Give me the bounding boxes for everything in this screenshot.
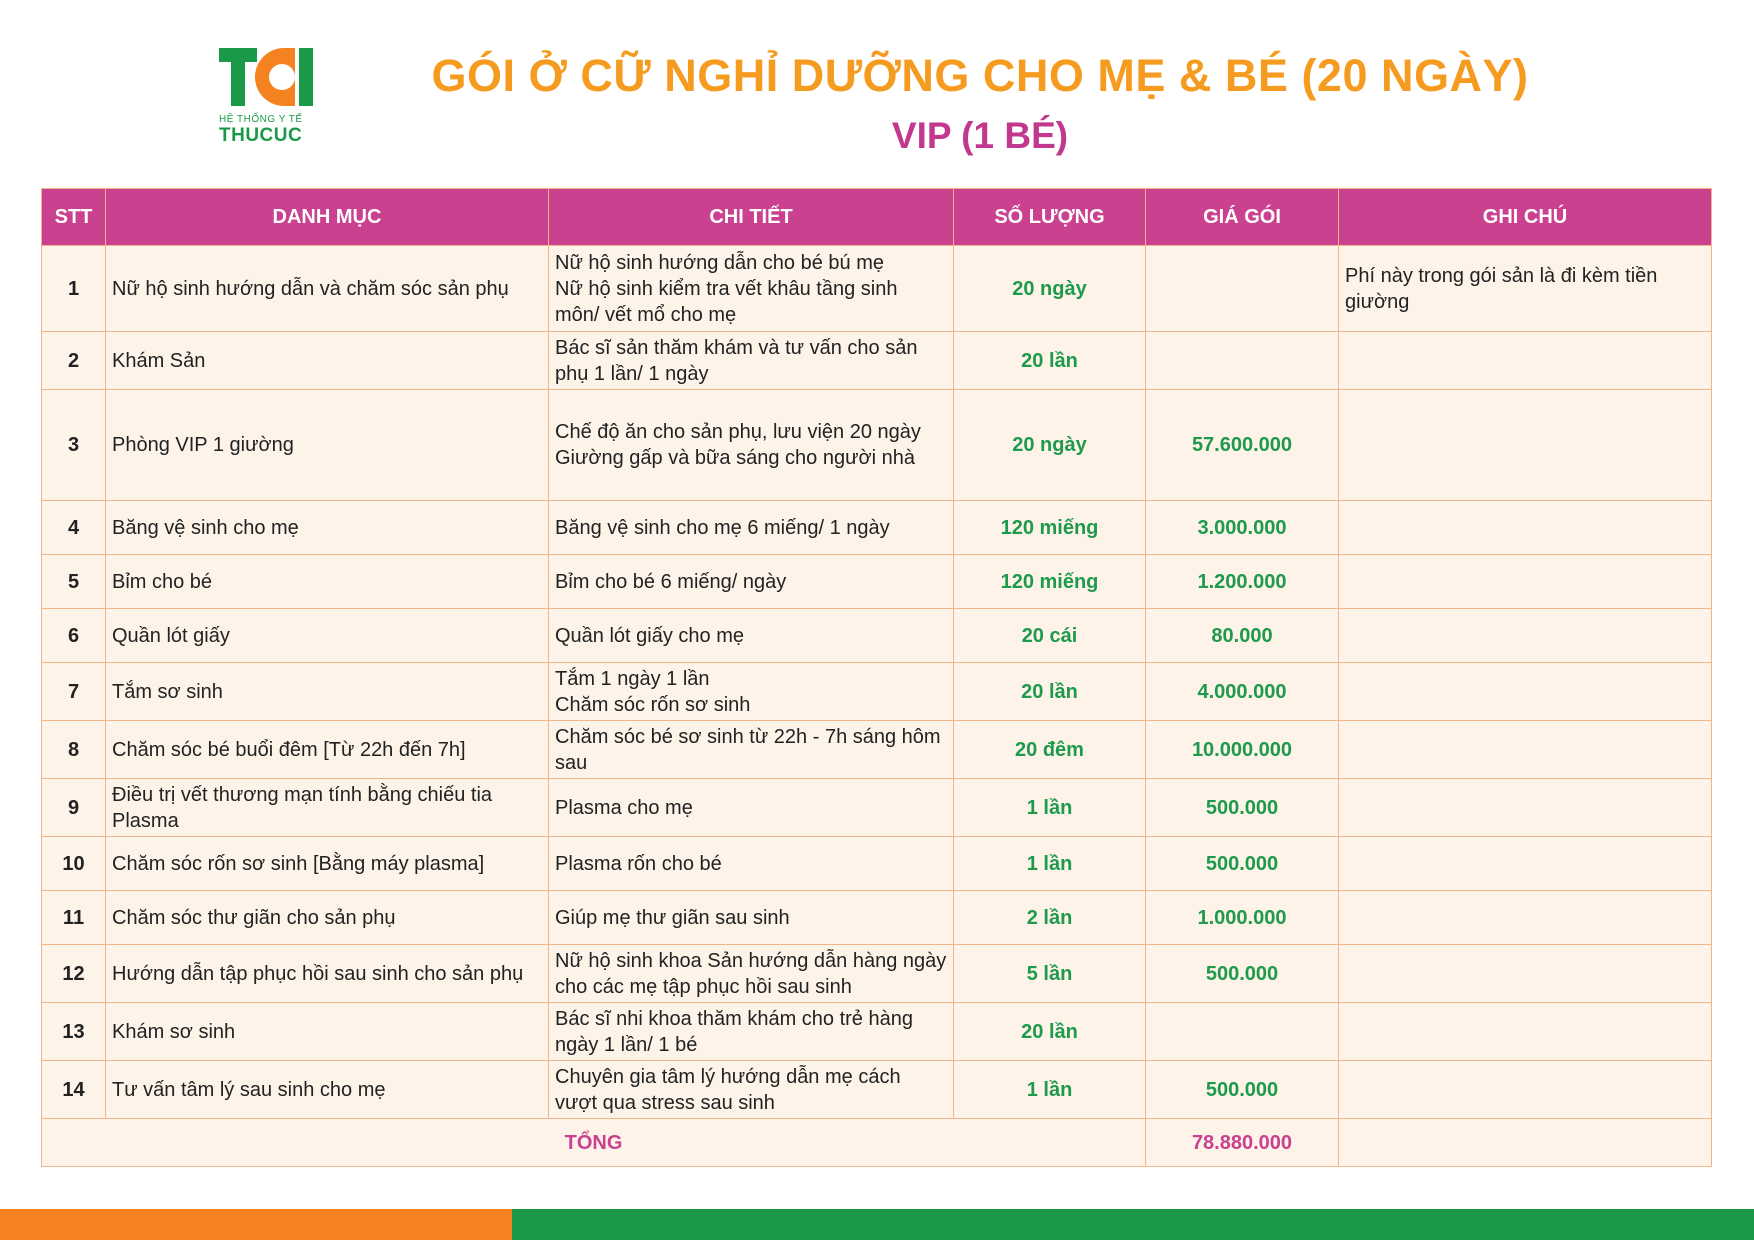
row-stt: 2 <box>42 332 106 390</box>
row-price: 57.600.000 <box>1146 390 1339 501</box>
table-row <box>42 332 1712 390</box>
row-detail-line: Nữ hộ sinh hướng dẫn cho bé bú mẹ <box>555 251 884 274</box>
table-row <box>42 246 1712 332</box>
row-stt: 11 <box>42 891 106 945</box>
row-stt: 5 <box>42 555 106 609</box>
row-price: 1.200.000 <box>1146 555 1339 609</box>
row-detail-line: Quần lót giấy cho mẹ <box>555 624 744 647</box>
logo-name: THUCUC <box>219 125 303 146</box>
row-note <box>1339 945 1712 1003</box>
row-price: 500.000 <box>1146 945 1339 1003</box>
row-note <box>1339 1061 1712 1119</box>
row-category: Phòng VIP 1 giường <box>106 390 549 501</box>
row-detail-line: Nữ hộ sinh kiểm tra vết khâu tầng sinh môn/ vết mổ cho mẹ <box>555 277 898 326</box>
row-quantity: 20 lần <box>954 663 1146 721</box>
row-quantity: 20 lần <box>954 1003 1146 1061</box>
column-header-category: DANH MỤC <box>106 189 549 246</box>
row-stt: 14 <box>42 1061 106 1119</box>
row-category: Khám Sản <box>106 332 549 390</box>
row-detail-line: Chế độ ăn cho sản phụ, lưu viện 20 ngày <box>555 421 921 443</box>
row-note <box>1339 837 1712 891</box>
row-detail <box>549 779 954 837</box>
row-quantity: 120 miếng <box>954 501 1146 555</box>
footer-bar-orange <box>0 1209 512 1240</box>
table-row <box>42 1061 1712 1119</box>
row-stt: 10 <box>42 837 106 891</box>
row-detail <box>549 891 954 945</box>
table-header-row <box>42 189 1712 246</box>
row-category: Chăm sóc bé buổi đêm [Từ 22h đến 7h] <box>106 721 549 779</box>
table-row <box>42 779 1712 837</box>
row-note <box>1339 721 1712 779</box>
row-detail-line: Chăm sóc bé sơ sinh từ 22h - 7h sáng hôm sau <box>555 725 941 774</box>
column-header-detail: CHI TIẾT <box>549 189 954 246</box>
total-row <box>42 1119 1712 1167</box>
row-stt: 9 <box>42 779 106 837</box>
row-note <box>1339 390 1712 501</box>
row-detail-line: Chăm sóc rốn sơ sinh <box>555 693 751 716</box>
row-detail-line: Bác sĩ nhi khoa thăm khám cho trẻ hàng ngày 1 lần/ 1 bé <box>555 1007 913 1056</box>
row-quantity: 20 cái <box>954 609 1146 663</box>
row-category: Tắm sơ sinh <box>106 663 549 721</box>
row-stt: 1 <box>42 246 106 332</box>
column-header-quantity: SỐ LƯỢNG <box>954 189 1146 246</box>
row-detail-line: Bỉm cho bé 6 miếng/ ngày <box>555 570 787 593</box>
row-price <box>1146 1003 1339 1061</box>
row-category: Chăm sóc rốn sơ sinh [Bằng máy plasma] <box>106 837 549 891</box>
row-stt: 12 <box>42 945 106 1003</box>
row-stt: 8 <box>42 721 106 779</box>
row-category: Quần lót giấy <box>106 609 549 663</box>
row-quantity: 1 lần <box>954 1061 1146 1119</box>
footer-bar-green <box>512 1209 1754 1240</box>
row-price: 500.000 <box>1146 779 1339 837</box>
row-note <box>1339 501 1712 555</box>
logo <box>219 44 319 147</box>
row-note <box>1339 779 1712 837</box>
row-detail <box>549 501 954 555</box>
row-price: 1.000.000 <box>1146 891 1339 945</box>
row-detail <box>549 663 954 721</box>
row-category: Bỉm cho bé <box>106 555 549 609</box>
row-price <box>1146 246 1339 332</box>
row-category: Hướng dẫn tập phục hồi sau sinh cho sản phụ <box>106 945 549 1003</box>
column-header-price: GIÁ GÓI <box>1146 189 1339 246</box>
row-quantity: 1 lần <box>954 779 1146 837</box>
row-detail-line: Tắm 1 ngày 1 lần <box>555 667 710 690</box>
table-row <box>42 721 1712 779</box>
row-stt: 6 <box>42 609 106 663</box>
row-detail <box>549 332 954 390</box>
column-header-note: GHI CHÚ <box>1339 189 1712 246</box>
row-quantity: 2 lần <box>954 891 1146 945</box>
row-quantity: 20 lần <box>954 332 1146 390</box>
row-note <box>1339 891 1712 945</box>
row-price <box>1146 332 1339 390</box>
table-row <box>42 663 1712 721</box>
table-row <box>42 390 1712 501</box>
total-value: 78.880.000 <box>1146 1119 1339 1167</box>
page-title: GÓI Ở CỮ NGHỈ DƯỠNG CHO MẸ & BÉ (20 NGÀY) <box>431 50 1529 101</box>
row-detail <box>549 1003 954 1061</box>
row-category: Tư vấn tâm lý sau sinh cho mẹ <box>106 1061 549 1119</box>
row-detail <box>549 945 954 1003</box>
row-category: Khám sơ sinh <box>106 1003 549 1061</box>
price-table <box>41 188 1712 1167</box>
row-detail-line: Bác sĩ sản thăm khám và tư vấn cho sản phụ 1 lần/ 1 ngày <box>555 336 918 385</box>
row-detail <box>549 555 954 609</box>
tci-logo-mark-icon <box>219 44 315 110</box>
row-quantity: 1 lần <box>954 837 1146 891</box>
row-note <box>1339 1003 1712 1061</box>
row-quantity: 20 ngày <box>954 246 1146 332</box>
row-price: 80.000 <box>1146 609 1339 663</box>
row-price: 10.000.000 <box>1146 721 1339 779</box>
row-quantity: 5 lần <box>954 945 1146 1003</box>
row-note <box>1339 555 1712 609</box>
row-detail-line: Plasma rốn cho bé <box>555 852 722 875</box>
row-quantity: 20 ngày <box>954 390 1146 501</box>
table-row <box>42 1003 1712 1061</box>
table-row <box>42 837 1712 891</box>
row-category: Nữ hộ sinh hướng dẫn và chăm sóc sản phụ <box>106 246 549 332</box>
row-detail <box>549 609 954 663</box>
row-quantity: 120 miếng <box>954 555 1146 609</box>
column-header-stt: STT <box>42 189 106 246</box>
row-quantity: 20 đêm <box>954 721 1146 779</box>
row-detail <box>549 246 954 332</box>
row-category: Chăm sóc thư giãn cho sản phụ <box>106 891 549 945</box>
row-detail <box>549 390 954 501</box>
row-detail <box>549 1061 954 1119</box>
row-note <box>1339 332 1712 390</box>
table-row <box>42 501 1712 555</box>
total-label: TỔNG <box>42 1119 1146 1167</box>
table-row <box>42 555 1712 609</box>
row-stt: 4 <box>42 501 106 555</box>
row-note: Phí này trong gói sản là đi kèm tiền giường <box>1339 246 1712 332</box>
row-note <box>1339 609 1712 663</box>
logo-tagline: HỆ THỐNG Y TẾ <box>219 114 303 125</box>
row-detail-line: Nữ hộ sinh khoa Sản hướng dẫn hàng ngày cho các mẹ tập phục hồi sau sinh <box>555 949 947 998</box>
row-price: 4.000.000 <box>1146 663 1339 721</box>
row-detail <box>549 837 954 891</box>
row-stt: 13 <box>42 1003 106 1061</box>
row-category: Băng vệ sinh cho mẹ <box>106 501 549 555</box>
row-detail-line: Chuyên gia tâm lý hướng dẫn mẹ cách vượt qua stress sau sinh <box>555 1065 901 1114</box>
row-note <box>1339 663 1712 721</box>
row-detail-line: Băng vệ sinh cho mẹ 6 miếng/ 1 ngày <box>555 516 890 539</box>
table-row <box>42 891 1712 945</box>
page-subtitle: VIP (1 BÉ) <box>891 115 1069 156</box>
row-price: 500.000 <box>1146 1061 1339 1119</box>
table-row <box>42 945 1712 1003</box>
row-stt: 3 <box>42 390 106 501</box>
row-stt: 7 <box>42 663 106 721</box>
row-detail <box>549 721 954 779</box>
row-price: 500.000 <box>1146 837 1339 891</box>
row-detail-line: Plasma cho mẹ <box>555 796 693 819</box>
row-price: 3.000.000 <box>1146 501 1339 555</box>
row-category: Điều trị vết thương mạn tính bằng chiếu tia Plasma <box>106 779 549 837</box>
row-detail-line: Giúp mẹ thư giãn sau sinh <box>555 906 790 929</box>
total-note <box>1339 1119 1712 1167</box>
row-detail-line: Giường gấp và bữa sáng cho người nhà <box>555 447 915 469</box>
table-row <box>42 609 1712 663</box>
